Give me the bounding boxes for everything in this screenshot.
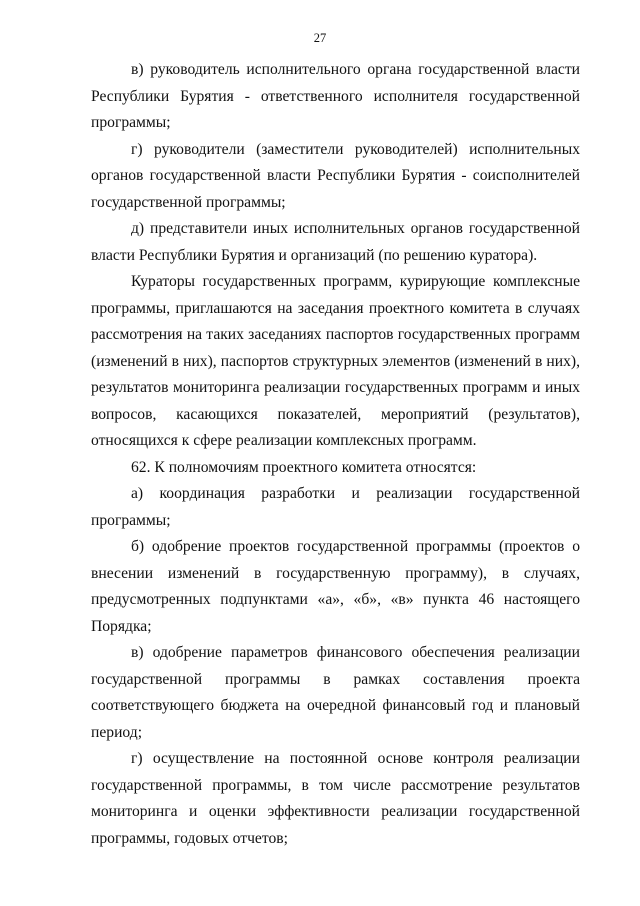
paragraph-section-62: 62. К полномочиям проектного комитета относятся: <box>131 458 477 476</box>
page-number: 27 <box>313 31 327 45</box>
paragraph-62-a: а) координация разработки и реализации государственной программы; <box>91 485 580 529</box>
paragraph-62-v: в) одобрение параметров финансового обеспечения реализации государственной программы в рамках составления проекта соответствующего бюджета на очередной финансовый год и плановый период; <box>91 644 580 741</box>
paragraph-62-g: г) осуществление на постоянной основе контроля реализации государственной программы, в том числе рассмотрение результатов мониторинга и оценки эффективности реализации государственной программы, годовых отчетов; <box>91 750 580 847</box>
paragraph-curators: Кураторы государственных программ, курирующие комплексные программы, приглашаются на заседания проектного комитета в случаях рассмотрения на таких заседаниях паспортов государственных программ (изменений в них), паспортов структурных элементов (изменений в них), результатов мониторинга реализации государственных программ и иных вопросов, касающихся показателей, мероприятий (результатов), относящихся к сфере реализации комплексных программ. <box>91 273 580 449</box>
paragraph-62-b: б) одобрение проектов государственной программы (проектов о внесении изменений в государственную программу), в случаях, предусмотренных подпунктами «а», «б», «в» пункта 46 настоящего Порядка; <box>91 538 580 635</box>
paragraph-item-g: г) руководители (заместители руководителей) исполнительных органов государственной власти Республики Бурятия - соисполнителей государственной программы; <box>91 140 580 211</box>
paragraph-item-d: д) представители иных исполнительных органов государственной власти Республики Бурятия и организаций (по решению куратора). <box>91 220 580 264</box>
document-body <box>91 57 580 852</box>
paragraph-item-v: в) руководитель исполнительного органа государственной власти Республики Бурятия - ответственного исполнителя государственной программы; <box>91 61 580 131</box>
